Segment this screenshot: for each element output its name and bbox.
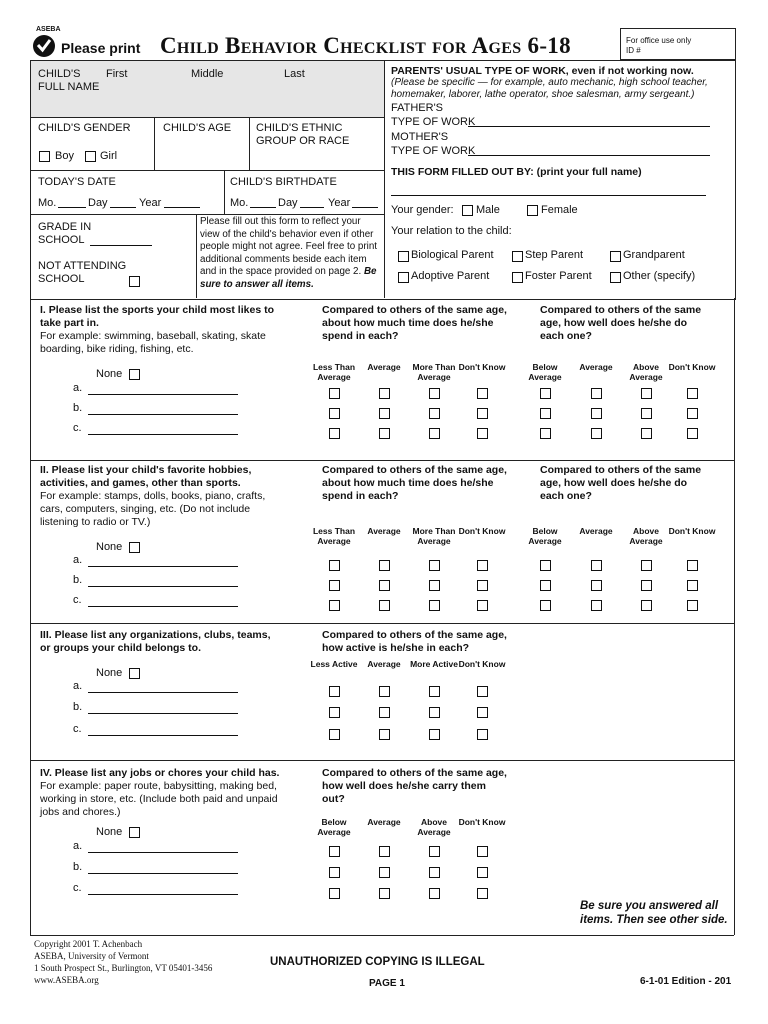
item-entry-line[interactable] <box>88 735 238 736</box>
rating-checkbox[interactable] <box>329 846 340 857</box>
relation-checkbox[interactable] <box>398 251 409 262</box>
column-header: Below Average <box>528 526 562 546</box>
page-title: Child Behavior Checklist for Ages 6-18 <box>160 33 571 58</box>
rating-checkbox[interactable] <box>641 560 652 571</box>
relation-checkbox[interactable] <box>398 272 409 283</box>
relation-label: Biological Parent <box>411 249 494 261</box>
last-name-label: Last <box>284 68 305 80</box>
column-header: Less Than Average <box>312 526 356 546</box>
rating-checkbox[interactable] <box>329 729 340 740</box>
relation-checkbox[interactable] <box>512 272 523 283</box>
section-title: IV. Please list any jobs or chores your child has. <box>40 767 280 779</box>
boy-label: Boy <box>55 150 74 162</box>
rating-checkbox[interactable] <box>329 580 340 591</box>
compare-question-1: Compared to others of the same age, about how much time does he/she spend in each? <box>322 304 507 342</box>
rating-checkbox[interactable] <box>687 560 698 571</box>
rating-checkbox[interactable] <box>429 560 440 571</box>
rating-checkbox[interactable] <box>591 600 602 611</box>
rating-checkbox[interactable] <box>477 729 488 740</box>
filled-by-label: THIS FORM FILLED OUT BY: (print your full name) <box>391 166 642 178</box>
rating-checkbox[interactable] <box>477 707 488 718</box>
column-header: Below Average <box>528 362 562 382</box>
rating-checkbox[interactable] <box>477 580 488 591</box>
relation-label: Adoptive Parent <box>411 270 490 282</box>
father-work-label: TYPE OF WORK <box>391 116 476 128</box>
rating-checkbox[interactable] <box>477 867 488 878</box>
todays-date-day-field[interactable] <box>110 207 136 208</box>
gender-label: CHILD'S GENDER <box>38 122 131 134</box>
rating-checkbox[interactable] <box>429 867 440 878</box>
rating-checkbox[interactable] <box>591 428 602 439</box>
rating-checkbox[interactable] <box>379 428 390 439</box>
not-attending-label: NOT ATTENDING SCHOOL <box>38 260 127 285</box>
item-letter: a. <box>73 382 83 394</box>
column-header: Don't Know <box>668 526 716 536</box>
rating-checkbox[interactable] <box>329 428 340 439</box>
rating-checkbox[interactable] <box>379 867 390 878</box>
rating-checkbox[interactable] <box>641 580 652 591</box>
rating-checkbox[interactable] <box>379 580 390 591</box>
edition: 6-1-01 Edition - 201 <box>640 976 732 987</box>
todays-date-mo: Mo. <box>38 197 57 209</box>
column-header: Average <box>579 362 613 372</box>
compare-question-1: Compared to others of the same age, how well does he/she carry them out? <box>322 767 507 805</box>
rating-checkbox[interactable] <box>379 729 390 740</box>
column-header: Don't Know <box>458 817 506 827</box>
column-header: Above Average <box>629 362 663 382</box>
compare-question-1: Compared to others of the same age, about how much time does he/she spend in each? <box>322 464 507 502</box>
rating-checkbox[interactable] <box>477 428 488 439</box>
work-hint: (Please be specific — for example, auto mechanic, high school teacher, homemaker, laborer, lathe operator, shoe salesman, army sergeant.) <box>391 77 708 100</box>
rating-checkbox[interactable] <box>329 600 340 611</box>
rating-checkbox[interactable] <box>540 408 551 419</box>
rating-checkbox[interactable] <box>591 408 602 419</box>
male-checkbox[interactable] <box>462 205 473 216</box>
father-label: FATHER'S <box>391 102 444 114</box>
column-header: More Active <box>410 659 458 669</box>
item-entry-line[interactable] <box>88 606 238 607</box>
rating-checkbox[interactable] <box>477 600 488 611</box>
rating-checkbox[interactable] <box>591 580 602 591</box>
item-letter: c. <box>73 723 82 735</box>
birthdate-year: Year <box>328 197 351 209</box>
section-description: For example: stamps, dolls, books, piano, crafts, cars, computers, singing, etc. (Do not include listening to radio or TV.) <box>40 490 266 528</box>
item-entry-line[interactable] <box>88 692 238 693</box>
birthdate-year-field[interactable] <box>352 207 378 208</box>
item-letter: c. <box>73 882 82 894</box>
birthdate-day-field[interactable] <box>300 207 324 208</box>
column-header: Average <box>367 362 401 372</box>
rating-checkbox[interactable] <box>429 580 440 591</box>
section-title: II. Please list your child's favorite hobbies, activities, and games, other than sports. <box>40 464 252 489</box>
item-letter: b. <box>73 701 83 713</box>
item-entry-line[interactable] <box>88 566 238 567</box>
rating-checkbox[interactable] <box>540 428 551 439</box>
section-description: For example: swimming, baseball, skating, skate boarding, bike riding, fishing, etc. <box>40 330 266 355</box>
rating-checkbox[interactable] <box>641 408 652 419</box>
copyright-line: 1 South Prospect St., Burlington, VT 05401-3456 <box>34 963 213 973</box>
item-entry-line[interactable] <box>88 894 238 895</box>
middle-name-label: Middle <box>191 68 224 80</box>
column-header: Don't Know <box>458 526 506 536</box>
mother-work-label: TYPE OF WORK <box>391 145 476 157</box>
none-label: None <box>96 368 123 380</box>
column-header: Don't Know <box>458 362 506 372</box>
copyright-line: Copyright 2001 T. Achenbach <box>34 939 143 949</box>
none-checkbox[interactable] <box>129 668 140 679</box>
birthdate-mo: Mo. <box>230 197 249 209</box>
item-entry-line[interactable] <box>88 394 238 395</box>
rating-checkbox[interactable] <box>687 600 698 611</box>
child-name-label: CHILD'S FULL NAME <box>38 68 100 93</box>
rating-checkbox[interactable] <box>429 408 440 419</box>
please-print: Please print <box>61 40 141 56</box>
todays-date-year: Year <box>139 197 162 209</box>
rating-checkbox[interactable] <box>329 388 340 399</box>
column-header: Less Than Average <box>312 362 356 382</box>
rating-checkbox[interactable] <box>429 428 440 439</box>
logo-text: ASEBA <box>36 26 61 33</box>
column-header: Below Average <box>317 817 351 837</box>
relation-checkbox[interactable] <box>610 272 621 283</box>
rating-checkbox[interactable] <box>329 888 340 899</box>
office-use-label: For office use only <box>626 36 692 45</box>
none-checkbox[interactable] <box>129 827 140 838</box>
relation-checkbox[interactable] <box>512 251 523 262</box>
column-header: Average <box>367 817 401 827</box>
birthdate-label: CHILD'S BIRTHDATE <box>230 176 337 188</box>
column-header: More Than Average <box>412 362 456 382</box>
rating-checkbox[interactable] <box>540 388 551 399</box>
your-gender-label: Your gender: <box>391 204 454 216</box>
item-letter: a. <box>73 840 83 852</box>
mother-label: MOTHER'S <box>391 131 449 143</box>
rating-checkbox[interactable] <box>687 428 698 439</box>
compare-question-1: Compared to others of the same age, how active is he/she in each? <box>322 629 507 654</box>
birthdate-mo-field[interactable] <box>250 207 276 208</box>
rating-checkbox[interactable] <box>379 888 390 899</box>
rating-checkbox[interactable] <box>641 600 652 611</box>
girl-checkbox[interactable] <box>85 151 96 162</box>
rating-checkbox[interactable] <box>329 867 340 878</box>
rating-checkbox[interactable] <box>540 580 551 591</box>
rating-checkbox[interactable] <box>329 707 340 718</box>
male-label: Male <box>476 204 500 216</box>
column-header: Above Average <box>417 817 451 837</box>
ethnic-label: CHILD'S ETHNIC GROUP OR RACE <box>256 122 350 147</box>
none-label: None <box>96 826 123 838</box>
rating-checkbox[interactable] <box>429 846 440 857</box>
rating-checkbox[interactable] <box>379 846 390 857</box>
rating-checkbox[interactable] <box>379 707 390 718</box>
column-header: Average <box>367 659 401 669</box>
none-label: None <box>96 667 123 679</box>
column-header: Don't Know <box>668 362 716 372</box>
rating-checkbox[interactable] <box>540 560 551 571</box>
rating-checkbox[interactable] <box>429 388 440 399</box>
copy-warning: UNAUTHORIZED COPYING IS ILLEGAL <box>270 956 485 968</box>
rating-checkbox[interactable] <box>429 729 440 740</box>
rating-checkbox[interactable] <box>540 600 551 611</box>
female-checkbox[interactable] <box>527 205 538 216</box>
todays-date-day: Day <box>88 197 108 209</box>
rating-checkbox[interactable] <box>687 408 698 419</box>
female-label: Female <box>541 204 578 216</box>
rating-checkbox[interactable] <box>329 560 340 571</box>
item-letter: b. <box>73 861 83 873</box>
boy-checkbox[interactable] <box>39 151 50 162</box>
not-attending-checkbox[interactable] <box>129 276 140 287</box>
work-title: PARENTS' USUAL TYPE OF WORK, even if not working now. <box>391 65 694 77</box>
item-letter: c. <box>73 422 82 434</box>
section-title: III. Please list any organizations, clubs, teams, or groups your child belongs to. <box>40 629 271 654</box>
rating-checkbox[interactable] <box>379 560 390 571</box>
rating-checkbox[interactable] <box>329 408 340 419</box>
column-header: Don't Know <box>458 659 506 669</box>
relation-label: Other (specify) <box>623 270 696 282</box>
rating-checkbox[interactable] <box>429 686 440 697</box>
item-letter: a. <box>73 554 83 566</box>
none-checkbox[interactable] <box>129 542 140 553</box>
item-letter: a. <box>73 680 83 692</box>
todays-date-mo-field[interactable] <box>58 207 86 208</box>
rating-checkbox[interactable] <box>429 600 440 611</box>
todays-date-label: TODAY'S DATE <box>38 176 116 188</box>
column-header: Average <box>579 526 613 536</box>
rating-checkbox[interactable] <box>591 560 602 571</box>
rating-checkbox[interactable] <box>687 580 698 591</box>
compare-question-2: Compared to others of the same age, how well does he/she do each one? <box>540 304 702 342</box>
rating-checkbox[interactable] <box>687 388 698 399</box>
section-description: For example: paper route, babysitting, making bed, working in store, etc. (Include both paid and unpaid jobs and chores.) <box>40 780 278 818</box>
todays-date-year-field[interactable] <box>164 207 200 208</box>
relation-label: Step Parent <box>525 249 584 261</box>
compare-question-2: Compared to others of the same age, how well does he/she do each one? <box>540 464 702 502</box>
column-header: Above Average <box>629 526 663 546</box>
rating-checkbox[interactable] <box>477 846 488 857</box>
instructions-emphasis: Be sure to answer all items. <box>200 266 377 290</box>
page-number: PAGE 1 <box>369 978 405 989</box>
item-letter: b. <box>73 402 83 414</box>
rating-checkbox[interactable] <box>477 686 488 697</box>
grade-label: GRADE IN SCHOOL <box>38 221 92 246</box>
rating-checkbox[interactable] <box>429 707 440 718</box>
reminder-text: Be sure you answered all items. Then see other side. <box>580 900 728 926</box>
rating-checkbox[interactable] <box>429 888 440 899</box>
filled-by-field[interactable] <box>391 195 706 196</box>
copyright-line: www.ASEBA.org <box>34 975 99 985</box>
rating-checkbox[interactable] <box>329 686 340 697</box>
rating-checkbox[interactable] <box>379 408 390 419</box>
relation-checkbox[interactable] <box>610 251 621 262</box>
rating-checkbox[interactable] <box>591 388 602 399</box>
rating-checkbox[interactable] <box>379 600 390 611</box>
none-checkbox[interactable] <box>129 369 140 380</box>
rating-checkbox[interactable] <box>641 428 652 439</box>
column-header: Less Active <box>310 659 358 669</box>
relation-label: Your relation to the child: <box>391 225 512 237</box>
column-header: Average <box>367 526 401 536</box>
birthdate-day: Day <box>278 197 298 209</box>
girl-label: Girl <box>100 150 118 162</box>
rating-checkbox[interactable] <box>477 560 488 571</box>
copyright-block <box>34 938 212 986</box>
column-header: More Than Average <box>412 526 456 546</box>
relation-label: Foster Parent <box>525 270 592 282</box>
rating-checkbox[interactable] <box>379 388 390 399</box>
none-label: None <box>96 541 123 553</box>
item-entry-line[interactable] <box>88 873 238 874</box>
rating-checkbox[interactable] <box>641 388 652 399</box>
rating-checkbox[interactable] <box>477 408 488 419</box>
item-entry-line[interactable] <box>88 586 238 587</box>
age-label: CHILD'S AGE <box>163 122 232 134</box>
id-label: ID # <box>626 46 641 55</box>
father-work-field[interactable] <box>468 126 710 127</box>
relation-label: Grandparent <box>623 249 685 261</box>
mother-work-field[interactable] <box>468 155 710 156</box>
first-name-label: First <box>106 68 128 80</box>
item-letter: c. <box>73 594 82 606</box>
item-letter: b. <box>73 574 83 586</box>
item-entry-line[interactable] <box>88 713 238 714</box>
rating-checkbox[interactable] <box>379 686 390 697</box>
item-entry-line[interactable] <box>88 434 238 435</box>
item-entry-line[interactable] <box>88 414 238 415</box>
instructions-text: Please fill out this form to reflect your view of the child's behavior even if other people might not agree. Feel free to print additional comments beside each item and in the space provided on page 2. Be sure to answer all items. <box>200 216 377 290</box>
item-entry-line[interactable] <box>88 852 238 853</box>
section-title: I. Please list the sports your child most likes to take part in. <box>40 304 274 329</box>
rating-checkbox[interactable] <box>477 388 488 399</box>
grade-field[interactable] <box>90 245 152 246</box>
copyright-line: ASEBA, University of Vermont <box>34 951 149 961</box>
rating-checkbox[interactable] <box>477 888 488 899</box>
